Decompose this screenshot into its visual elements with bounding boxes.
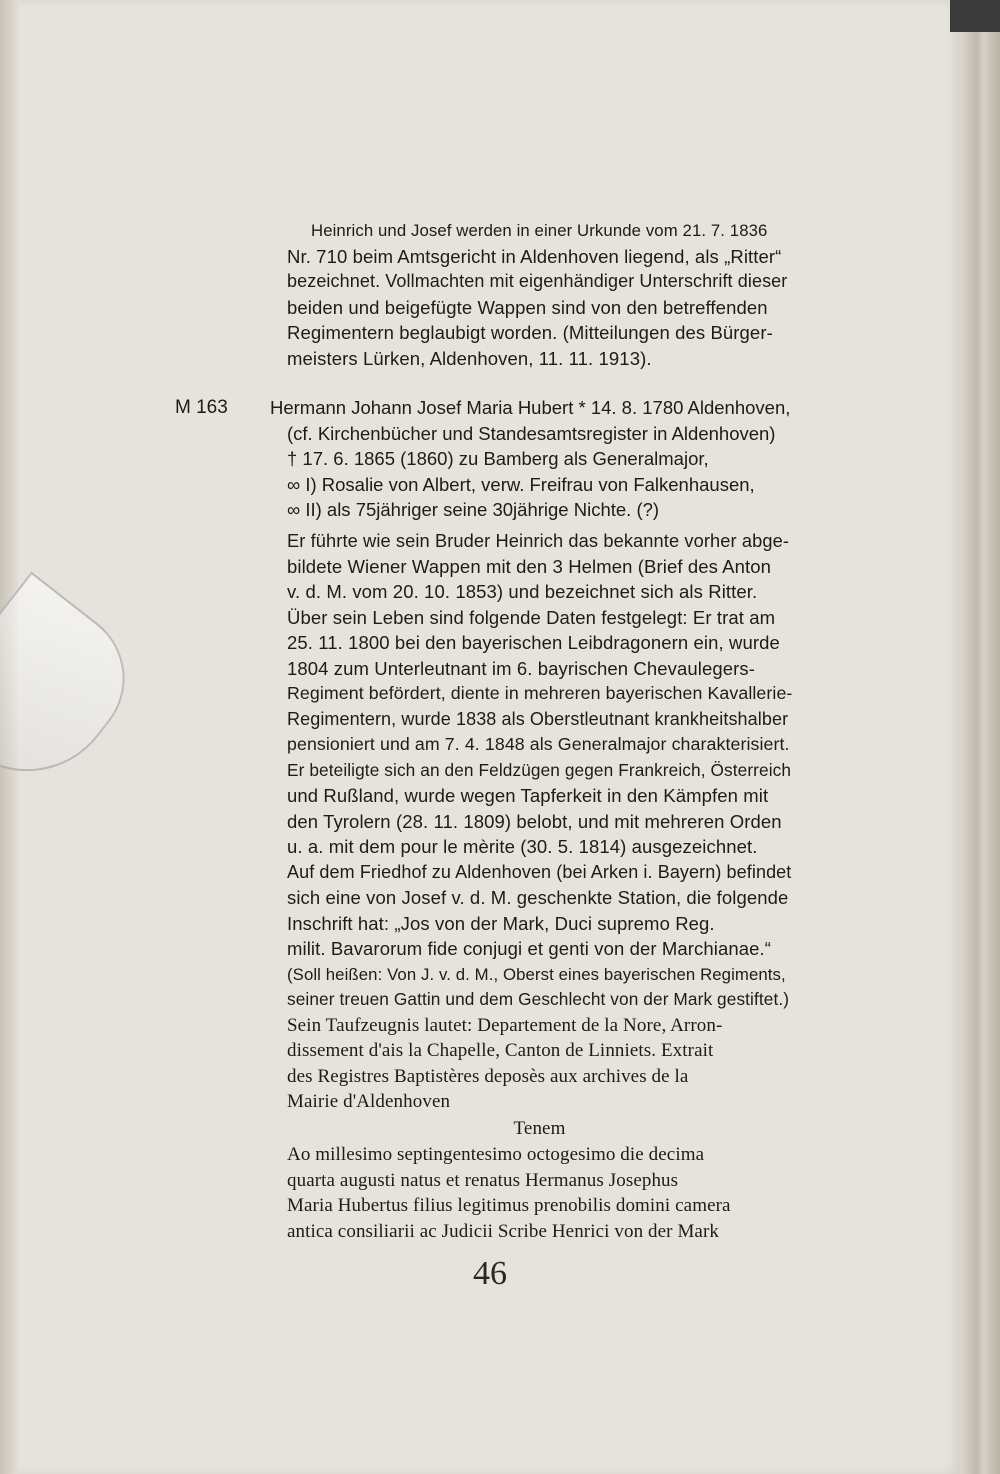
text-line: Über sein Leben sind folgende Daten festgelegt: Er trat am	[287, 606, 776, 628]
text-line: antica consiliarii ac Judicii Scribe Henrici von der Mark	[287, 1220, 719, 1242]
text-line: seiner treuen Gattin und dem Geschlecht von der Mark gestiftet.)	[287, 989, 790, 1009]
text-line: sich eine von Josef v. d. M. geschenkte Station, die folgende	[287, 887, 789, 908]
text-line: Maria Hubertus filius legitimus prenobilis domini camera	[287, 1195, 731, 1216]
text-line: Regimentern beglaubigt worden. (Mitteilungen des Bürger-	[287, 322, 773, 343]
text-line: Auf dem Friedhof zu Aldenhoven (bei Arken i. Bayern) befindet	[287, 861, 792, 882]
entry-label: M 163	[175, 397, 228, 418]
text-line: beiden und beigefügte Wappen sind von den betreffenden	[287, 296, 768, 318]
text-line: dissement d'ais la Chapelle, Canton de Linniets. Extrait	[287, 1040, 714, 1061]
text-line: u. a. mit dem pour le mèrite (30. 5. 1814) ausgezeichnet.	[287, 836, 758, 857]
text-line: quarta augusti natus et renatus Hermanus Josephus	[287, 1169, 679, 1191]
text-line: und Rußland, wurde wegen Tapferkeit in den Kämpfen mit	[287, 785, 769, 806]
entry-death-line: † 17. 6. 1865 (1860) zu Bamberg als Generalmajor,	[287, 448, 709, 469]
text-line: Heinrich und Josef werden in einer Urkunde vom 21. 7. 1836	[311, 221, 768, 240]
text-line: bezeichnet. Vollmachten mit eigenhändiger Unterschrift dieser	[287, 271, 788, 291]
page-number: 46	[473, 1255, 507, 1292]
text-line: Er führte wie sein Bruder Heinrich das bekannte vorher abge-	[287, 530, 790, 551]
text-line: Sein Taufzeugnis lautet: Departement de la Nore, Arron-	[287, 1014, 723, 1036]
latin-baptism-record	[287, 1142, 792, 1244]
entry-name-line: Hermann Johann Josef Maria Hubert * 14. 8. 1780 Aldenhoven,	[270, 397, 791, 418]
text-line: Regimentern, wurde 1838 als Oberstleutnant krankheitshalber	[287, 708, 789, 729]
text-line: 1804 zum Unterleutnant im 6. bayrischen Chevaulegers-	[287, 657, 756, 679]
paragraph-biography	[287, 528, 792, 1115]
text-line: 25. 11. 1800 bei den bayerischen Leibdragonern ein, wurde	[287, 632, 780, 653]
text-line: des Registres Baptistères deposès aux archives de la	[287, 1065, 689, 1087]
text-line: Nr. 710 beim Amtsgericht in Aldenhoven liegend, als „Ritter“	[287, 245, 782, 267]
text-line: bildete Wiener Wappen mit den 3 Helmen (Brief des Anton	[287, 555, 772, 577]
text-line: Inschrift hat: „Jos von der Mark, Duci supremo Reg.	[287, 912, 715, 934]
entry-sources-line: (cf. Kirchenbücher und Standesamtsregister in Aldenhoven)	[287, 422, 776, 444]
page-stack-edge	[960, 0, 1000, 1474]
text-line: (Soll heißen: Von J. v. d. M., Oberst eines bayerischen Regiments,	[287, 964, 786, 984]
text-line: den Tyrolern (28. 11. 1809) belobt, und mit mehreren Orden	[287, 810, 782, 832]
entry-header	[270, 395, 795, 523]
entry-marriage-1-line: ∞ I) Rosalie von Albert, verw. Freifrau von Falkenhausen,	[287, 473, 755, 495]
text-line: pensioniert und am 7. 4. 1848 als Generalmajor charakterisiert.	[287, 734, 790, 754]
text-line: v. d. M. vom 20. 10. 1853) und bezeichnet sich als Ritter.	[287, 581, 758, 602]
text-line: Ao millesimo septingentesimo octogesimo die decima	[287, 1144, 705, 1165]
entry-marriage-2-line: ∞ II) als 75jähriger seine 30jährige Nichte. (?)	[287, 499, 660, 520]
paragraph-heinrich-josef	[287, 218, 792, 371]
text-line: milit. Bavarorum fide conjugi et genti von der Marchianae.“	[287, 938, 772, 959]
text-line: Mairie d'Aldenhoven	[287, 1091, 451, 1112]
text-line: meisters Lürken, Aldenhoven, 11. 11. 1913).	[287, 347, 652, 369]
tenem-heading: Tenem	[513, 1118, 566, 1139]
text-line: Regiment befördert, diente in mehreren bayerischen Kavallerie-	[287, 683, 793, 703]
text-line: Er beteiligte sich an den Feldzügen gegen Frankreich, Österreich	[287, 759, 792, 780]
